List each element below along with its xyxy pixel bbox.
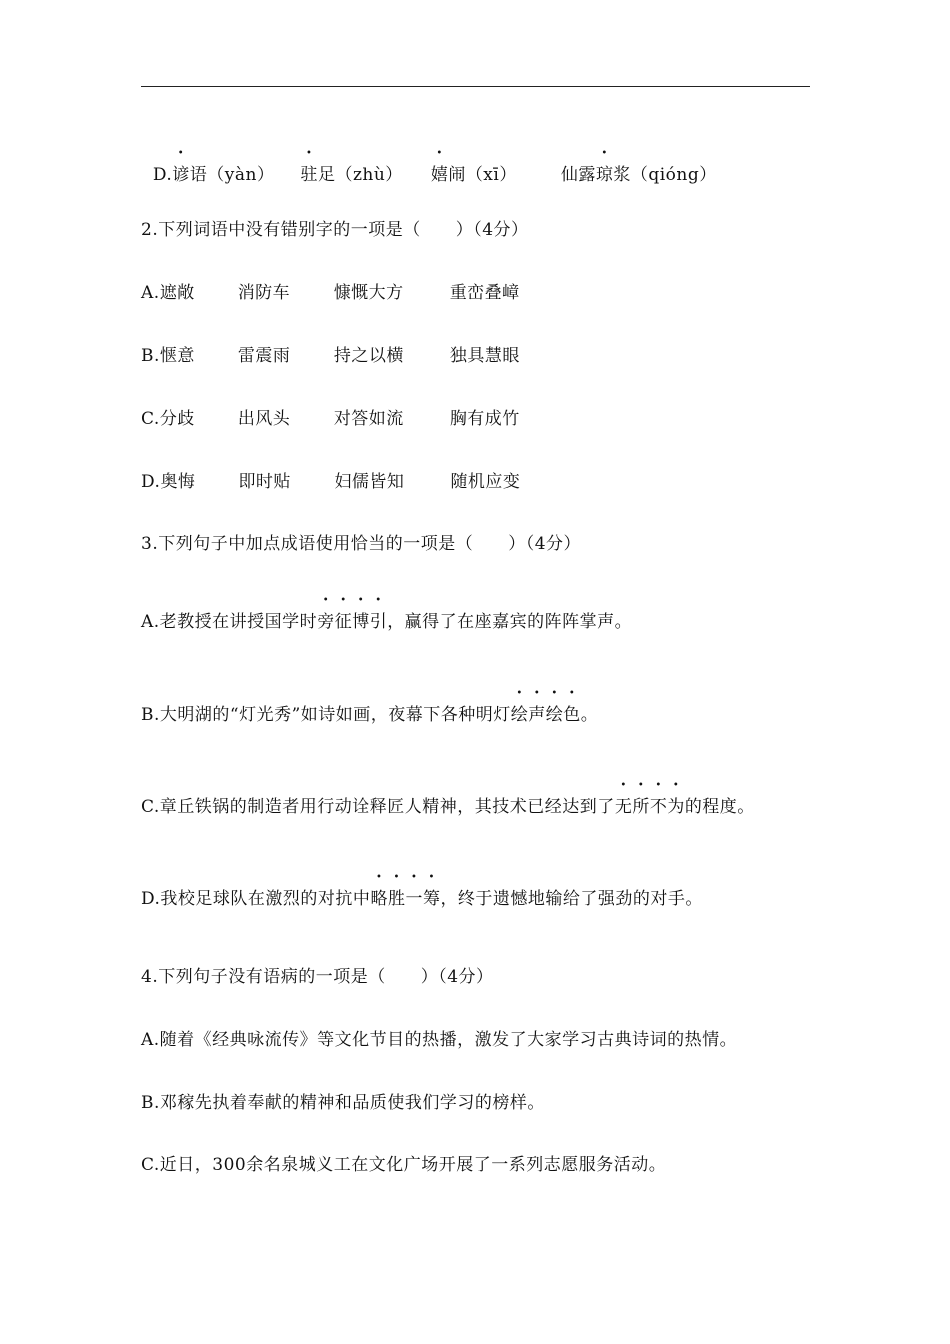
pinyin: （xī） — [465, 165, 517, 185]
word: 遮敞 — [159, 283, 195, 303]
sentence-post: ，赢得了在座嘉宾的阵阵掌声。 — [387, 612, 633, 632]
header-rule — [141, 86, 810, 87]
dotted-char: 色 — [563, 705, 581, 725]
word-rest: 语 — [189, 165, 208, 185]
pinyin: （qióng） — [630, 165, 717, 185]
dotted-char: 一 — [405, 889, 423, 909]
option-label: C. — [141, 409, 160, 429]
sentence-pre: D.我校足球队在激烈的对抗中 — [141, 889, 371, 909]
sentence-pre: A.老教授在讲授国学时 — [141, 612, 318, 632]
sentence-post: ，终于遗憾地输给了强劲的对手。 — [440, 889, 703, 909]
q2-option-d — [141, 471, 520, 493]
word-rest: 足 — [317, 165, 336, 185]
dotted-char: 引 — [369, 612, 388, 632]
q3-option-d — [141, 888, 703, 910]
word: 妇儒皆知 — [334, 472, 405, 492]
dotted-char: 声 — [528, 705, 546, 725]
word-rest: 闹 — [448, 165, 466, 185]
word: 奥悔 — [160, 472, 196, 492]
option-label: D. — [141, 472, 161, 492]
dotted-char: 征 — [334, 612, 353, 632]
dotted-char: 为 — [667, 797, 685, 817]
sentence-pre: C.章丘铁锅的制造者用行动诠释匠人精神，其技术已经达到了 — [141, 797, 615, 817]
word: 重峦叠嶂 — [449, 283, 520, 303]
word: 即时贴 — [238, 472, 291, 492]
dotted-char: 筹 — [422, 889, 441, 909]
dotted-char: 胜 — [387, 889, 406, 909]
q2-stem: 2.下列词语中没有错别字的一项是（ ）（4分） — [141, 220, 529, 240]
q1-option-d — [141, 142, 717, 186]
sentence-post: 的程度。 — [684, 797, 755, 817]
dotted-char: 绘 — [545, 705, 564, 725]
q4-option-a: A.随着《经典咏流传》等文化节目的热播，激发了大家学习古典诗词的热情。 — [141, 1030, 738, 1050]
option-label: D. — [152, 165, 173, 185]
word: 分歧 — [159, 409, 195, 429]
pinyin: （zhù） — [335, 165, 403, 185]
dotted-char: 博 — [352, 612, 370, 632]
word-rest: 浆 — [613, 165, 631, 185]
q2-option-c — [141, 408, 520, 430]
dotted-char: 所 — [632, 797, 650, 817]
q3-option-a — [141, 611, 632, 633]
option-label: A. — [141, 283, 160, 303]
dotted-char: 不 — [649, 797, 668, 817]
q3-option-c — [141, 796, 755, 818]
dotted-char: 嬉 — [430, 165, 449, 185]
dotted-char: 旁 — [317, 612, 335, 632]
word: 随机应变 — [450, 472, 521, 492]
q4-stem: 4.下列句子没有语病的一项是（ ）（4分） — [141, 967, 494, 987]
word: 出风头 — [237, 409, 291, 429]
word: 惬意 — [159, 346, 195, 366]
q3-option-b — [141, 704, 598, 726]
word-pre: 仙露 — [560, 165, 596, 185]
pinyin: （yàn） — [207, 165, 275, 185]
word: 对答如流 — [333, 409, 404, 429]
word: 雷震雨 — [237, 346, 291, 366]
q4-option-c: C.近日，300余名泉城义工在文化广场开展了一系列志愿服务活动。 — [141, 1155, 667, 1175]
word: 消防车 — [237, 283, 291, 303]
q3-stem: 3.下列句子中加点成语使用恰当的一项是（ ）（4分） — [141, 534, 582, 554]
dotted-char: 绘 — [510, 705, 529, 725]
option-label: B. — [141, 346, 160, 366]
sentence-pre: B.大明湖的“灯光秀”如诗如画，夜幕下各种明灯 — [141, 705, 511, 725]
word: 持之以横 — [333, 346, 404, 366]
word: 慷慨大方 — [333, 283, 404, 303]
word: 胸有成竹 — [449, 409, 520, 429]
q4-option-b: B.邓稼先执着奉献的精神和品质使我们学习的榜样。 — [141, 1093, 545, 1113]
word: 独具慧眼 — [449, 346, 520, 366]
q2-option-b — [141, 345, 520, 367]
dotted-char: 琼 — [595, 165, 614, 185]
dotted-char: 略 — [370, 889, 388, 909]
q2-option-a — [141, 282, 520, 304]
dotted-char: 驻 — [300, 165, 318, 185]
dotted-char: 谚 — [172, 165, 190, 185]
dotted-char: 无 — [614, 797, 633, 817]
sentence-post: 。 — [580, 705, 599, 725]
